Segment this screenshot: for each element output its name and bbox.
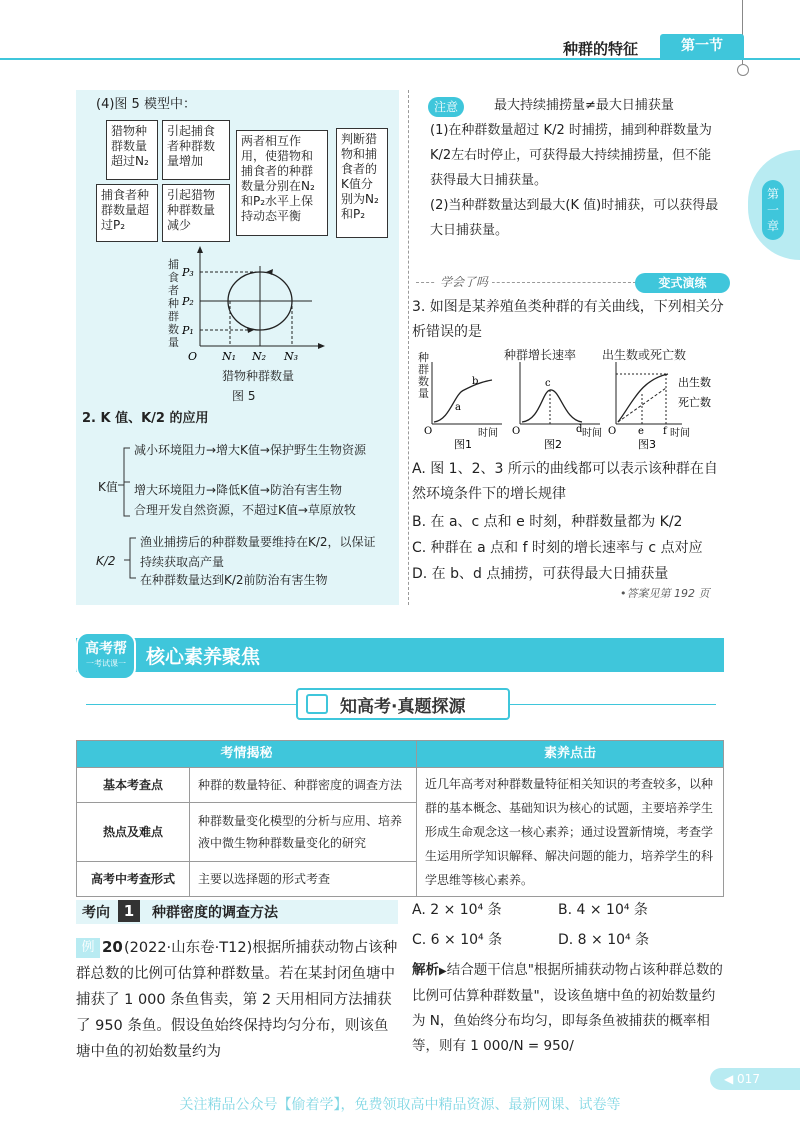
option-3c: C. 种群在 a 点和 f 时刻的增长速率与 c 点对应: [412, 540, 703, 556]
fig1-y-label: 种群数量: [418, 351, 429, 400]
flow-box-k-value: 判断猎物和捕食者的K值分别为N₂和P₂: [336, 128, 388, 238]
k-value-brace: [118, 444, 132, 520]
page-number: 017: [737, 1072, 760, 1086]
fig5-tick-n1: N₁: [222, 350, 237, 363]
option-b: B. 4 × 10⁴ 条: [558, 902, 648, 918]
fig3-death-curve: [618, 388, 666, 422]
fig2-point-d: d: [576, 424, 583, 435]
fig1-s-curve: [434, 380, 492, 422]
fig1-point-b: b: [472, 376, 479, 387]
table-row-text: 主要以选择题的形式考查: [190, 862, 417, 897]
k-half-brace: [124, 534, 138, 582]
k-half-label: K/2: [96, 554, 116, 568]
sub-banner-title: 知高考·真题探源: [340, 697, 466, 717]
answer-reference: •答案见第 192 页: [620, 587, 710, 600]
option-a: A. 2 × 10⁴ 条: [412, 902, 502, 918]
topic-title: 种群密度的调查方法: [152, 905, 278, 921]
header-corner-ring: [737, 64, 749, 76]
table-right-text: 近几年高考对种群数量特征相关知识的考查较多，以种群的基本概念、基础知识为核心的试题，主要培养学生形成生命观念这一核心素养；通过设置新情境，考查学生运用所学知识解释、解决问题的能力，培养学生的科学思维等核心素养。: [417, 768, 724, 897]
page-arrow-icon: ◀: [724, 1072, 738, 1086]
learn-label: 学会了吗: [436, 272, 492, 292]
flow-box-predator-exceed: 捕食者种群数量超过P₂: [96, 184, 158, 242]
banner-logo-text: 高考帮: [85, 641, 127, 657]
banner-logo-subtext: 一考试课一: [86, 659, 126, 668]
k-value-section-heading: 2. K 值、K/2 的应用: [82, 411, 209, 426]
fig5-tick-p3: P₃: [182, 266, 194, 279]
table-header-row: [77, 741, 724, 768]
example-text: [76, 935, 398, 1065]
fig3-birth-curve: [618, 374, 668, 422]
fig5-cycle-arrow-top: [266, 269, 273, 275]
figure-5-graph: [160, 246, 330, 366]
analysis-block: [412, 958, 728, 1059]
fig5-caption: 图 5: [232, 389, 256, 403]
fig3-caption: 图3: [638, 438, 656, 451]
document-icon: [306, 694, 328, 714]
fig3-legend-death: 死亡数: [678, 396, 711, 409]
fig2-point-c: c: [545, 378, 551, 389]
footer-watermark: 关注精品公众号【偷着学】，免费领取高中精品资源、最新网课、试卷等: [179, 1097, 621, 1113]
table-row-text: 种群数量变化模型的分析与应用、培养液中微生物种群数量变化的研究: [190, 802, 417, 861]
note-title: 最大持续捕捞量≠最大日捕获量: [494, 98, 674, 113]
exam-analysis-table: [76, 740, 724, 897]
header-rule: [0, 58, 800, 60]
practice-badge: 变式演练: [635, 273, 730, 293]
example-number: 20: [102, 938, 123, 956]
analysis-text: 结合题干信息"根据所捕获动物占该种群总数的比例可估算种群数量"，设该鱼塘中鱼的初始数量约为 N，鱼始终分布均匀，即每条鱼被捕获的概率相等，则有 1 000/N = 950/: [412, 962, 723, 1054]
fig5-tick-n3: N₃: [284, 350, 299, 363]
fig3-title: 出生数或死亡数: [602, 348, 687, 362]
banner-logo: [76, 632, 136, 680]
fig3-origin: O: [608, 426, 617, 437]
fig1-caption: 图1: [454, 438, 472, 451]
chapter-side-tab-label: 第一章: [762, 180, 784, 240]
fig1-origin: O: [424, 426, 433, 437]
option-3b: B. 在 a、c 点和 e 时刻，种群数量都为 K/2: [412, 514, 683, 530]
option-3d: D. 在 b、d 点捕捞，可获得最大日捕获量: [412, 566, 669, 582]
topic-label: 考向: [82, 905, 110, 921]
note-badge-label: 注意: [434, 100, 459, 114]
fig2-caption: 图2: [544, 438, 562, 451]
k-value-item-2: 增大环境阻力→降低K值→防治有害生物: [134, 483, 342, 497]
fig1-point-a: a: [455, 402, 461, 413]
table-row: [77, 768, 724, 803]
flow-box-prey-decrease: 引起猎物种群数量减少: [162, 184, 230, 242]
fig5-tick-p2: P₂: [182, 295, 194, 308]
fig2-bell-curve: [522, 390, 582, 422]
option-3a: A. 图 1、2、3 所示的曲线都可以表示该种群在自然环境条件下的增长规律: [412, 461, 718, 502]
table-row-label: 热点及难点: [77, 802, 190, 861]
note-badge: [428, 97, 464, 117]
fig5-tick-p1: P₁: [182, 324, 194, 337]
fig3-axes: [616, 362, 682, 424]
fig3-time: 时间: [670, 428, 690, 439]
banner-title: 核心素养聚焦: [146, 646, 261, 668]
flow-box-prey-exceed: 猎物种群数量超过N₂: [106, 120, 158, 180]
model-heading: (4)图 5 模型中：: [96, 97, 196, 112]
example-body: (2022·山东卷·T12)根据所捕获动物占该种群总数的比例可估算种群数量。若在某封闭鱼塘中捕获了 1 000 条鱼售卖，第 2 天用相同方法捕获了 950 条鱼。假设鱼始终保持均匀分布，则该鱼塘中鱼的初始数量约为: [76, 940, 398, 1060]
fig1-axes: [432, 362, 502, 424]
analysis-label: 解析: [412, 962, 439, 978]
table-row-text: 种群的数量特征、种群密度的调查方法: [190, 768, 417, 803]
note-paragraph-1: (1)在种群数量超过 K/2 时捕捞，捕到种群数量为K/2左右时停止，可获得最大持续捕捞量，但不能获得最大日捕获量。: [430, 123, 712, 188]
page-number-tab: [710, 1068, 800, 1090]
k-value-item-1: 减小环境阻力→增大K值→保护野生生物资源: [134, 443, 366, 457]
k-half-item-1: 渔业捕捞后的种群数量要维持在K/2，以保证持续获取高产量: [140, 535, 376, 569]
table-row-label: 基本考查点: [77, 768, 190, 803]
chapter-side-tab: [748, 150, 800, 260]
example-tag: 例: [76, 938, 100, 958]
fig5-x-arrow: [318, 343, 325, 349]
option-d: D. 8 × 10⁴ 条: [558, 932, 650, 948]
fig3-legend-birth: 出生数: [678, 376, 711, 389]
k-value-label: K值: [98, 480, 118, 494]
fig2-axes: [520, 362, 600, 424]
fig3-point-f: f: [663, 426, 667, 437]
header-title: 种群的特征: [562, 40, 638, 58]
k-half-item-2: 在种群数量达到K/2前防治有害生物: [140, 573, 328, 587]
fig2-time: 时间: [582, 428, 602, 439]
fig2-origin: O: [512, 426, 521, 437]
fig5-x-label: 猎物种群数量: [222, 369, 295, 383]
flow-box-predator-increase: 引起捕食者种群数量增加: [162, 120, 230, 180]
option-c: C. 6 × 10⁴ 条: [412, 932, 503, 948]
topic-number: 1: [118, 900, 140, 922]
question-3-stem: 3. 如图是某养殖鱼类种群的有关曲线，下列相关分析错误的是: [412, 299, 724, 340]
k-value-item-3: 合理开发自然资源，不超过K值→草原放牧: [134, 503, 356, 517]
flow-box-dynamic-balance: 两者相互作用，使猎物和捕食者的种群数量分别在N₂和P₂水平上保持动态平衡: [236, 130, 328, 236]
fig5-y-label: 捕食者种群数量: [168, 258, 179, 349]
fig5-cycle-arrow-bottom: [247, 327, 254, 333]
note-paragraph-2: (2)当种群数量达到最大(K 值)时捕获，可以获得最大日捕获量。: [430, 198, 719, 238]
table-header-left: 考情揭秘: [77, 741, 417, 768]
fig5-y-arrow: [197, 246, 203, 253]
fig5-origin: O: [188, 350, 198, 363]
header-section-tab: 第一节: [660, 34, 744, 58]
fig2-title: 种群增长速率: [504, 348, 577, 362]
analysis-arrow-icon: ▶: [439, 966, 447, 977]
table-row-label: 高考中考查形式: [77, 862, 190, 897]
fig5-tick-n2: N₂: [252, 350, 267, 363]
fig1-time: 时间: [478, 428, 498, 439]
table-header-right: 素养点击: [417, 741, 724, 768]
fig3-point-e: e: [638, 426, 644, 437]
